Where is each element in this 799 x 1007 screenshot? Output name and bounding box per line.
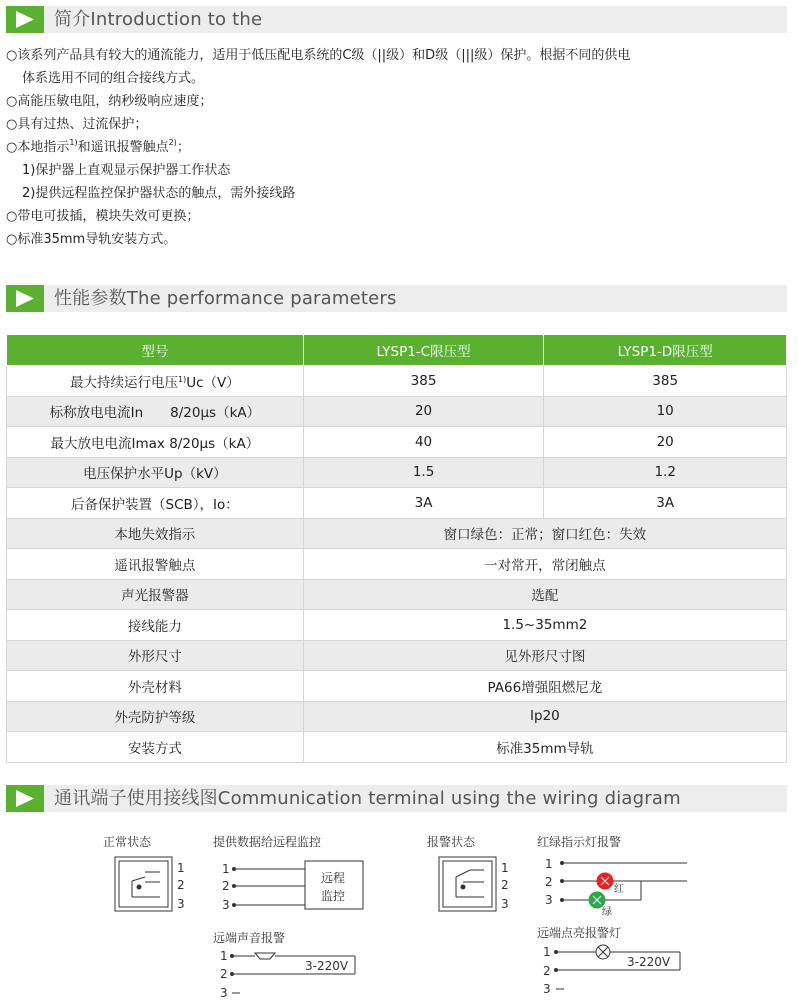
table-header: LYSP1-C限压型 (303, 335, 544, 366)
green-lamp-icon (589, 892, 605, 908)
svg-text:监控: 监控 (321, 889, 346, 903)
normal-state-relay-icon (115, 857, 172, 911)
svg-text:3: 3 (177, 897, 185, 911)
intro-text (6, 44, 791, 251)
table-cell: 3A (303, 488, 544, 519)
performance-section-header (6, 285, 787, 312)
table-row (7, 366, 787, 397)
svg-text:1: 1 (501, 861, 509, 875)
table-cell: 外壳防护等级 (7, 701, 304, 732)
table-cell: 20 (544, 427, 787, 458)
table-header: LYSP1-D限压型 (544, 335, 787, 366)
table-cell: 1.5~35mm2 (303, 610, 786, 641)
red-lamp-icon (597, 873, 613, 889)
intro-line: 1)保护器上直观显示保护器工作状态 (22, 163, 231, 178)
svg-text:1: 1 (545, 857, 553, 871)
indicator-lamp-wiring (561, 862, 688, 902)
table-cell: Ip20 (303, 701, 786, 732)
svg-text:1: 1 (177, 861, 185, 875)
svg-text:1: 1 (222, 862, 230, 876)
table-cell: 40 (303, 427, 544, 458)
table-cell: 见外形尺寸图 (303, 640, 786, 671)
intro-line: ○标准35mm导轨安装方式。 (6, 232, 177, 247)
table-cell: 外壳材料 (7, 671, 304, 702)
table-cell: 电压保护水平Up（kV） (7, 457, 304, 488)
table-row (7, 701, 787, 732)
alarm-state-relay-icon (439, 857, 496, 911)
performance-table (6, 335, 787, 763)
table-cell: 1.2 (544, 457, 787, 488)
play-arrow-icon (6, 785, 44, 812)
svg-text:2: 2 (545, 875, 553, 889)
table-cell: 最大持续运行电压$^{1)}$Uc（V） (7, 366, 304, 397)
intro-line: ○高能压敏电阻，纳秒级响应速度； (6, 94, 213, 109)
table-row (7, 457, 787, 488)
svg-text:绿: 绿 (602, 907, 612, 918)
table-cell: 安装方式 (7, 732, 304, 763)
table-row (7, 518, 787, 549)
remote-sound-label: 远端声音报警 (213, 931, 286, 945)
intro-line: ○带电可拔插，模块失效可更换； (6, 209, 200, 224)
wiring-diagram (0, 815, 799, 1005)
table-cell: PA66增强阻燃尼龙 (303, 671, 786, 702)
svg-text:3: 3 (220, 986, 228, 1000)
svg-text:3: 3 (222, 898, 230, 912)
remote-data-label: 提供数据给远程监控 (213, 835, 322, 849)
performance-title: 性能参数The performance parameters (54, 288, 397, 309)
remote-light-label: 远端点亮报警灯 (537, 926, 622, 940)
svg-text:3: 3 (501, 897, 509, 911)
alarm-state-label: 报警状态 (427, 835, 476, 849)
svg-text:1: 1 (543, 945, 551, 959)
table-header-row (7, 335, 787, 366)
table-cell: 标称放电电流In 8/20μs（kA） (7, 396, 304, 427)
svg-text:2: 2 (220, 967, 228, 981)
table-row (7, 732, 787, 763)
table-cell: 接线能力 (7, 610, 304, 641)
table-row (7, 640, 787, 671)
table-row (7, 396, 787, 427)
table-cell: 遥讯报警触点 (7, 549, 304, 580)
table-cell: 10 (544, 396, 787, 427)
table-cell: 窗口绿色：正常；窗口红色：失效 (303, 518, 786, 549)
table-cell: 3A (544, 488, 787, 519)
play-arrow-icon (6, 285, 44, 312)
table-cell: 外形尺寸 (7, 640, 304, 671)
table-row (7, 610, 787, 641)
intro-line: 体系选用不同的组合接线方式。 (22, 71, 205, 86)
table-cell: 385 (544, 366, 787, 397)
play-arrow-icon (6, 6, 44, 33)
table-cell: 20 (303, 396, 544, 427)
svg-text:2: 2 (543, 964, 551, 978)
wiring-section-header (6, 785, 787, 812)
intro-title: 简介Introduction to the (54, 9, 263, 30)
table-row (7, 671, 787, 702)
svg-text:3: 3 (545, 893, 553, 907)
svg-text:2: 2 (177, 878, 185, 892)
intro-line: 2)提供远程监控保护器状态的触点，需外接线路 (22, 186, 296, 201)
svg-text:2: 2 (501, 878, 509, 892)
intro-line: ○具有过热、过流保护； (6, 117, 148, 132)
svg-text:远程: 远程 (321, 871, 346, 885)
wiring-title: 通讯端子使用接线图Communication terminal using the wiring diagram (54, 788, 681, 809)
table-cell: 选配 (303, 579, 786, 610)
table-row (7, 579, 787, 610)
intro-section-header (6, 6, 787, 33)
intro-line: ○该系列产品具有较大的通流能力，适用于低压配电系统的C级（||级）和D级（|||级）保护。根据不同的供电 (6, 48, 631, 63)
table-cell: 标准35mm导轨 (303, 732, 786, 763)
intro-line: ○本地指示$^{1)}$和遥讯报警触点$^{2)}$； (6, 138, 190, 155)
table-cell: 本地失效指示 (7, 518, 304, 549)
red-green-label: 红绿指示灯报警 (537, 835, 622, 849)
svg-text:1: 1 (220, 949, 228, 963)
table-row (7, 427, 787, 458)
table-cell: 后备保护装置（SCB），Io： (7, 488, 304, 519)
svg-text:3: 3 (543, 982, 551, 996)
normal-state-label: 正常状态 (103, 835, 152, 849)
voltage-label: 3-220V (627, 955, 671, 969)
table-cell: 1.5 (303, 457, 544, 488)
table-row (7, 549, 787, 580)
table-row (7, 488, 787, 519)
table-header: 型号 (7, 335, 304, 366)
table-cell: 声光报警器 (7, 579, 304, 610)
voltage-label: 3-220V (305, 959, 349, 973)
table-cell: 385 (303, 366, 544, 397)
table-cell: 最大放电电流Imax 8/20μs（kA） (7, 427, 304, 458)
svg-text:2: 2 (222, 879, 230, 893)
table-cell: 一对常开，常闭触点 (303, 549, 786, 580)
svg-text:红: 红 (614, 884, 624, 895)
